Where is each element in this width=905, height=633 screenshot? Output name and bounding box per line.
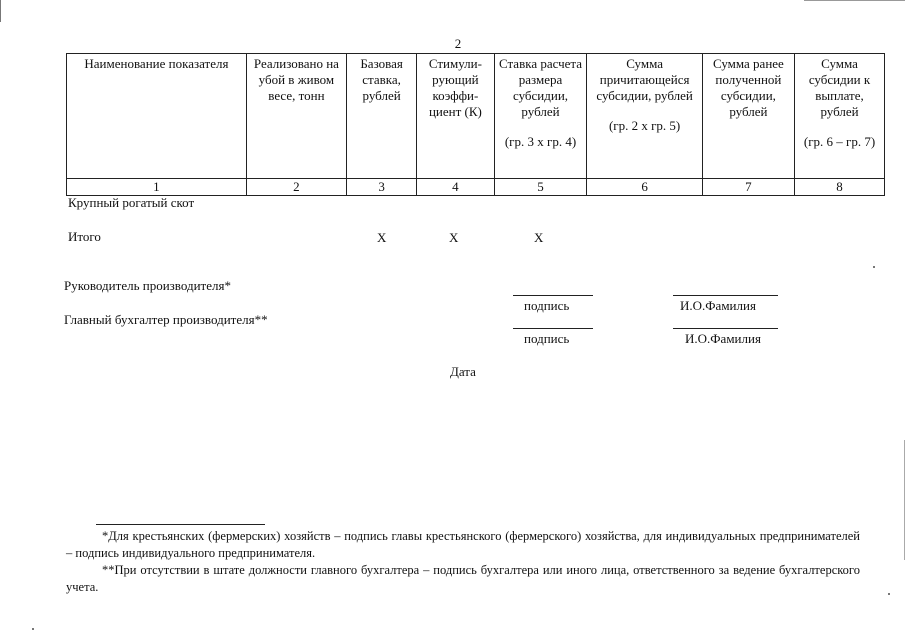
column-number-cell: 2 bbox=[246, 179, 346, 196]
header-formula: (гр. 6 – гр. 7) bbox=[803, 134, 876, 149]
header-text: Сумма субсидии к выплате, рублей bbox=[808, 56, 871, 119]
accountant-name-line bbox=[673, 328, 778, 329]
column-number-row bbox=[67, 179, 885, 196]
header-text: Ставка расчета размера субсидии, рублей bbox=[498, 56, 583, 119]
scan-artifact-line bbox=[0, 0, 1, 22]
header-text: Реализовано на убой в живом весе, тонн bbox=[253, 56, 339, 103]
column-number-cell: 8 bbox=[795, 179, 885, 196]
not-applicable-mark: Х bbox=[377, 230, 387, 245]
signature-caption: подпись bbox=[524, 298, 570, 313]
accountant-signature-line bbox=[513, 328, 593, 329]
page-number: 2 bbox=[454, 36, 462, 51]
row-label-total: Итого bbox=[68, 229, 101, 244]
header-text: Сумма ранее полученной субсидии, рублей bbox=[712, 56, 784, 119]
signature-caption: подпись bbox=[524, 331, 570, 346]
manager-name-line bbox=[673, 295, 778, 296]
footnote-1: *Для крестьянских (фермерских) хозяйств – подпись главы крестьянского (фермерского) хозяйства, для индивидуальных предпринимателей – подпись индивидуального предпринимателя. bbox=[66, 529, 860, 560]
column-number-cell: 4 bbox=[417, 179, 494, 196]
header-previously-received bbox=[702, 54, 794, 179]
scan-artifact-dot bbox=[888, 593, 890, 595]
header-text: Базовая ставка, рублей bbox=[360, 56, 403, 103]
header-text: Сумма причитающейся субсидии, рублей bbox=[596, 56, 693, 103]
footnote-separator bbox=[96, 524, 265, 525]
accountant-signature-label: Главный бухгалтер производителя** bbox=[64, 312, 268, 327]
column-number-cell: 5 bbox=[494, 179, 587, 196]
header-formula: (гр. 2 х гр. 5) bbox=[608, 118, 681, 133]
column-number-cell: 1 bbox=[67, 179, 247, 196]
header-text: Наименование показателя bbox=[84, 56, 229, 71]
header-base-rate bbox=[346, 54, 416, 179]
subsidy-table bbox=[66, 53, 885, 196]
not-applicable-mark: Х bbox=[534, 230, 544, 245]
header-calculation-rate bbox=[494, 54, 587, 179]
name-caption: И.О.Фамилия bbox=[680, 298, 756, 313]
row-label-cattle: Крупный рогатый скот bbox=[68, 195, 195, 210]
header-subsidy-due bbox=[587, 54, 702, 179]
scan-artifact-dot bbox=[32, 628, 34, 630]
manager-signature-line bbox=[513, 295, 593, 296]
header-sold-for-slaughter bbox=[246, 54, 346, 179]
header-indicator-name bbox=[67, 54, 247, 179]
date-label: Дата bbox=[450, 364, 476, 379]
header-text: Стимули-рующий коэффи-циент (К) bbox=[428, 56, 482, 119]
column-number-cell: 7 bbox=[702, 179, 794, 196]
scan-artifact-dot bbox=[873, 266, 875, 268]
header-formula: (гр. 3 х гр. 4) bbox=[504, 134, 577, 149]
header-subsidy-payable bbox=[795, 54, 885, 179]
scan-artifact-line bbox=[804, 0, 905, 1]
not-applicable-mark: Х bbox=[449, 230, 459, 245]
name-caption: И.О.Фамилия bbox=[685, 331, 761, 346]
table-header-row bbox=[67, 54, 885, 179]
column-number-cell: 3 bbox=[346, 179, 416, 196]
header-stimulating-coefficient bbox=[417, 54, 494, 179]
footnote-2: **При отсутствии в штате должности главного бухгалтера – подпись бухгалтера или иного лица, ответственного за ведение бухгалтерского учета. bbox=[66, 563, 860, 594]
column-number-cell: 6 bbox=[587, 179, 702, 196]
manager-signature-label: Руководитель производителя* bbox=[64, 278, 231, 293]
